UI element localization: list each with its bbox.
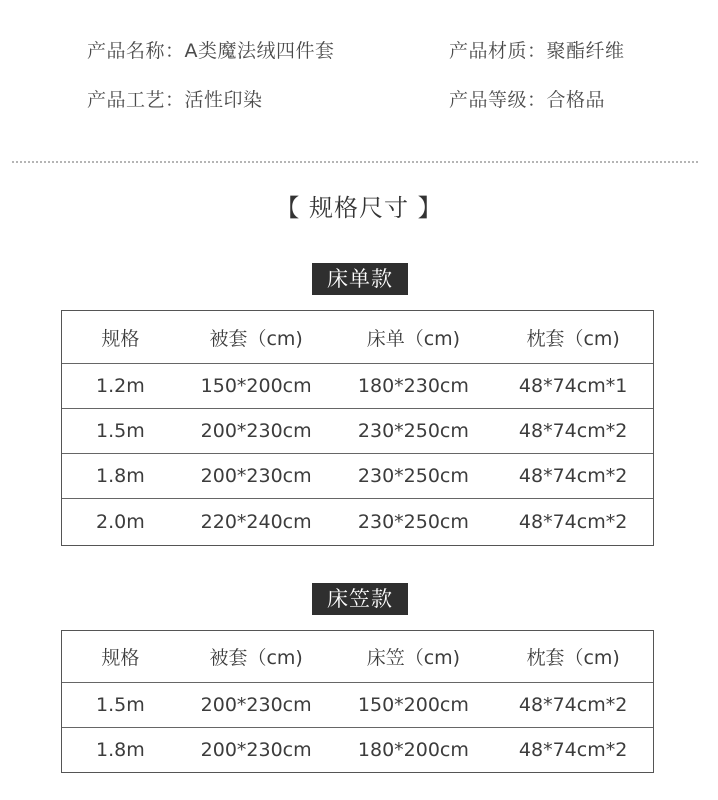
sheet-style-tag: 床单款 [312,263,408,295]
header-size: 规格 [101,327,140,350]
header-pillowcase: 枕套（cm) [526,647,620,669]
table-row [62,408,653,453]
cell-pillowcase: 48*74cm*2 [518,694,628,716]
header-duvet-cover: 被套（cm) [209,647,303,669]
cell-size: 1.8m [96,465,145,487]
cell-pillowcase: 48*74cm*1 [518,375,628,397]
table-row [62,727,653,772]
fitted-style-tag: 床笠款 [312,583,408,615]
cell-duvet-cover: 200*230cm [200,420,312,442]
cell-size: 1.2m [96,375,145,397]
cell-bed-sheet: 230*250cm [357,420,469,442]
cell-bed-sheet: 230*250cm [357,465,469,487]
cell-duvet-cover: 200*230cm [200,694,312,716]
table-header-row [62,311,653,363]
header-fitted-sheet: 床笠（cm) [366,647,461,669]
header-duvet-cover: 被套（cm) [209,327,303,350]
cell-bed-sheet: 230*250cm [357,511,469,533]
header-pillowcase: 枕套（cm) [526,327,620,350]
cell-duvet-cover: 200*230cm [200,739,312,761]
dotted-divider [12,161,698,163]
product-name: 产品名称：A类魔法绒四件套 [87,40,335,62]
cell-pillowcase: 48*74cm*2 [518,420,628,442]
sheet-size-table [61,310,654,546]
cell-bed-sheet: 180*230cm [357,375,469,397]
cell-fitted-sheet: 150*200cm [357,694,469,716]
cell-pillowcase: 48*74cm*2 [518,739,628,761]
cell-pillowcase: 48*74cm*2 [518,465,628,487]
cell-size: 1.5m [96,694,145,716]
cell-size: 1.8m [96,739,145,761]
table-row [62,498,653,545]
header-bed-sheet: 床单（cm) [366,327,461,350]
section-title: 【 规格尺寸 】 [275,194,443,222]
table-header-row [62,631,653,682]
table-row [62,363,653,408]
cell-fitted-sheet: 180*200cm [357,739,469,761]
cell-size: 1.5m [96,420,145,442]
cell-size: 2.0m [96,511,145,533]
product-grade: 产品等级：合格品 [449,89,606,111]
cell-duvet-cover: 200*230cm [200,465,312,487]
product-craft: 产品工艺：活性印染 [87,89,263,111]
product-material: 产品材质：聚酯纤维 [449,40,625,62]
cell-duvet-cover: 220*240cm [200,511,312,533]
cell-duvet-cover: 150*200cm [200,375,312,397]
fitted-size-table [61,630,654,773]
header-size: 规格 [101,647,140,669]
table-row [62,453,653,498]
table-row [62,682,653,727]
cell-pillowcase: 48*74cm*2 [518,511,628,533]
